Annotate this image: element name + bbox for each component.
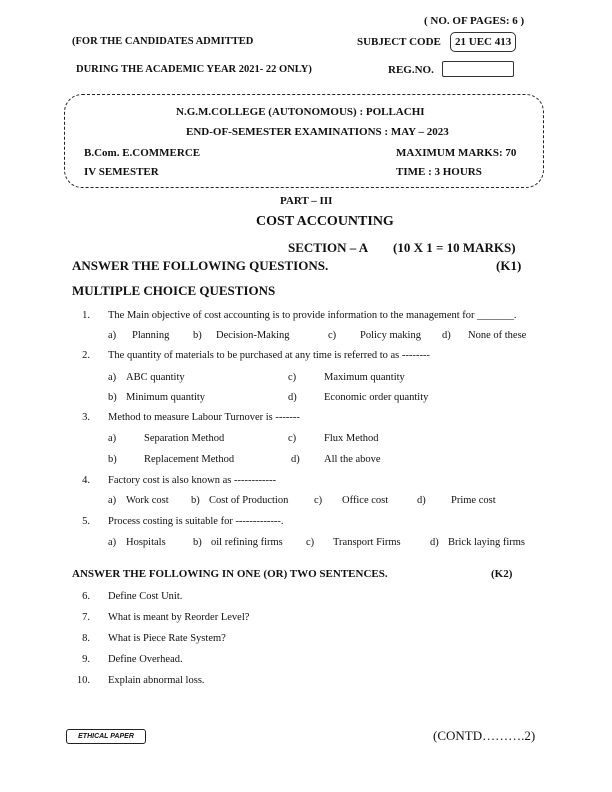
subject-code-label: SUBJECT CODE [357,36,441,48]
academic-year-note: DURING THE ACADEMIC YEAR 2021- 22 ONLY) [76,64,312,75]
question-number: 10. [76,675,90,686]
section-a-instruction: ANSWER THE FOLLOWING QUESTIONS. [72,258,329,273]
page-count: ( NO. OF PAGES: 6 ) [424,15,525,27]
mcq-heading: MULTIPLE CHOICE QUESTIONS [72,283,276,298]
option-label: b) [108,454,117,465]
question-number: 4. [82,475,90,486]
exam-time: TIME : 3 HOURS [396,166,482,178]
college-name: N.G.M.COLLEGE (AUTONOMOUS) : POLLACHI [176,106,425,118]
reg-no-field[interactable] [442,61,514,77]
option-text: Office cost [342,495,389,506]
question-number: 5. [82,516,90,527]
question-text: What is meant by Reorder Level? [108,612,250,623]
option-label: b) [191,495,200,506]
question-text: Define Overhead. [108,654,183,665]
option-text: Replacement Method [144,454,235,465]
option-text: Decision-Making [216,330,290,341]
option-text: Work cost [126,495,169,506]
option-label: d) [442,330,451,341]
option-label: d) [430,537,439,548]
candidates-note: (FOR THE CANDIDATES ADMITTED [72,36,254,47]
option-text: Brick laying firms [448,537,525,548]
question-number: 3. [82,412,90,423]
option-label: d) [288,392,297,403]
option-label: a) [108,537,117,548]
option-label: c) [306,537,315,548]
option-label: d) [417,495,426,506]
course-name: B.Com. E.COMMERCE [84,147,201,159]
option-label: a) [108,433,117,444]
question-text: Explain abnormal loss. [108,675,205,686]
option-text: Planning [132,330,170,341]
question-number: 9. [82,654,90,665]
option-label: c) [288,433,297,444]
question-text: Process costing is suitable for -------------. [108,516,284,527]
option-text: Policy making [360,330,421,341]
option-text: Hospitals [126,537,166,548]
option-label: a) [108,495,117,506]
option-label: c) [328,330,337,341]
subject-title: COST ACCOUNTING [256,214,394,229]
question-text: The Main objective of cost accounting is to provide information to the management for _______. [108,310,517,321]
option-label: a) [108,372,117,383]
section-title: SECTION – A [288,240,369,255]
question-number: 2. [82,350,90,361]
option-label: a) [108,330,117,341]
option-label: b) [193,537,202,548]
option-text: Prime cost [451,495,496,506]
ethical-paper-stamp: ETHICAL PAPER [66,729,146,744]
option-label: c) [288,372,297,383]
option-text: All the above [324,454,381,465]
section-k2-level: (K2) [491,568,513,580]
section-a-level: (K1) [496,258,522,273]
question-number: 7. [82,612,90,623]
option-text: Cost of Production [209,495,289,506]
semester: IV SEMESTER [84,166,159,178]
option-text: ABC quantity [126,372,185,383]
question-text: Factory cost is also known as ------------ [108,475,276,486]
option-text: Maximum quantity [324,372,405,383]
question-number: 8. [82,633,90,644]
option-text: Minimum quantity [126,392,206,403]
subject-code: 21 UEC 413 [450,32,516,52]
option-label: d) [291,454,300,465]
option-text: oil refining firms [211,537,283,548]
section-k2-instruction: ANSWER THE FOLLOWING IN ONE (OR) TWO SENTENCES. [72,568,388,580]
option-text: Economic order quantity [324,392,429,403]
option-label: b) [193,330,202,341]
max-marks: MAXIMUM MARKS: 70 [396,147,517,159]
question-text: Define Cost Unit. [108,591,183,602]
part-title: PART – III [280,195,333,207]
option-text: None of these [468,330,527,341]
question-number: 6. [82,591,90,602]
question-text: The quantity of materials to be purchased at any time is referred to as -------- [108,350,430,361]
question-text: Method to measure Labour Turnover is ------- [108,412,300,423]
option-label: c) [314,495,323,506]
question-number: 1. [82,310,90,321]
reg-no-label: REG.NO. [388,64,434,76]
question-text: What is Piece Rate System? [108,633,226,644]
section-marks: (10 X 1 = 10 MARKS) [393,240,516,255]
exam-title: END-OF-SEMESTER EXAMINATIONS : MAY – 2023 [186,126,449,138]
continued-note: (CONTD……….2) [433,728,536,743]
option-text: Separation Method [144,433,225,444]
option-text: Transport Firms [333,537,401,548]
option-text: Flux Method [324,433,379,444]
option-label: b) [108,392,117,403]
